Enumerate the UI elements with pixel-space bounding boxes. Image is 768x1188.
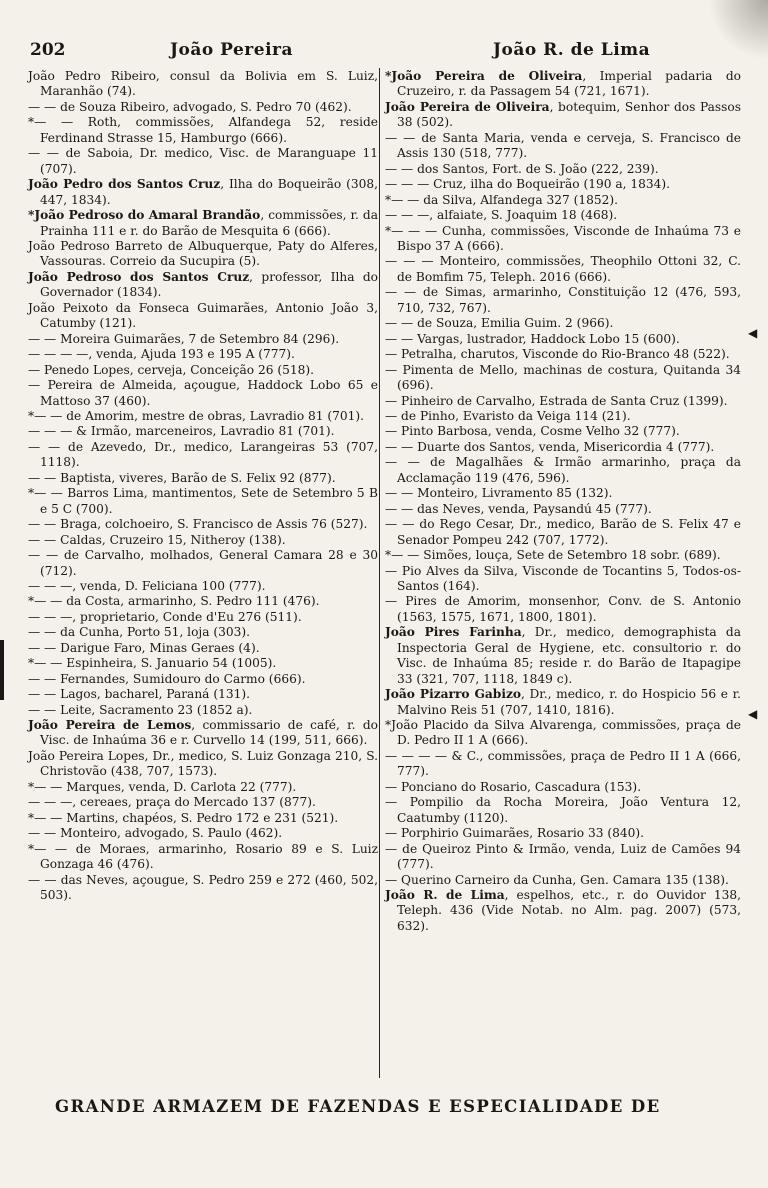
directory-entry: — — de Souza, Emilia Guim. 2 (966). — [385, 316, 614, 331]
directory-entry: *— — Barros Lima, mantimentos, Sete de Setembro 5 B e 5 C (700). — [28, 486, 378, 516]
directory-entry: João Peixoto da Fonseca Guimarães, Antonio João 3, Catumby (121). — [28, 300, 378, 331]
directory-entry: — — de Simas, armarinho, Constituição 12 (476, 593, 710, 732, 767). — [385, 285, 741, 315]
directory-entry: João Pereira de Oliveira, botequim, Senhor dos Passos 38 (502). — [385, 99, 741, 130]
directory-entry: — Pereira de Almeida, açougue, Haddock Lobo 65 e Mattoso 37 (460). — [28, 378, 378, 408]
directory-entry: — Pinheiro de Carvalho, Estrada de Santa Cruz (1399). — [385, 393, 728, 408]
directory-entry: *— — de Amorim, mestre de obras, Lavradio 81 (701). — [28, 408, 365, 423]
directory-entry: — — Baptista, viveres, Barão de S. Felix 92 (877). — [28, 470, 336, 485]
directory-entry: *— — da Silva, Alfandega 327 (1852). — [385, 192, 619, 207]
directory-entry: — — de Santa Maria, venda e cerveja, S. Francisco de Assis 130 (518, 777). — [385, 130, 741, 161]
page-header — [30, 40, 730, 62]
page-number: 202 — [30, 40, 66, 60]
directory-entry: — — da Cunha, Porto 51, loja (303). — [28, 625, 250, 640]
directory-entry: *— — — Cunha, commissões, Visconde de Inhaúma 73 e Bispo 37 A (666). — [385, 223, 741, 253]
directory-entry: — — Monteiro, Livramento 85 (132). — [385, 486, 613, 501]
directory-entry: João Pedroso dos Santos Cruz, professor, Ilha do Governador (1834). — [28, 269, 378, 300]
directory-entry: *João Placido da Silva Alvarenga, commissões, praça de D. Pedro II 1 A (666). — [385, 718, 741, 748]
directory-entry: *João Pedroso do Amaral Brandão, commissões, r. da Prainha 111 e r. do Barão de Mesquita 6 (666). — [28, 208, 378, 238]
column-divider — [379, 68, 380, 1078]
margin-pointer-icon: ◀ — [748, 707, 758, 721]
advertisement-footer: GRANDE ARMAZEM DE FAZENDAS E ESPECIALIDADE DE — [55, 1097, 661, 1116]
directory-entry: — — Lagos, bacharel, Paraná (131). — [28, 687, 250, 702]
right-running-head: João R. de Lima — [493, 40, 651, 60]
directory-entry: — — de Magalhães & Irmão armarinho, praça da Acclamação 119 (476, 596). — [385, 455, 741, 485]
directory-entry: — Ponciano do Rosario, Cascadura (153). — [385, 779, 642, 794]
directory-entry: João Pedro Ribeiro, consul da Bolivia em S. Luiz, Maranhão (74). — [28, 69, 378, 99]
directory-entry: João Pedroso Barreto de Albuquerque, Paty do Alferes, Vassouras. Correio da Sucupira (5). — [28, 238, 378, 269]
directory-entry: — — Monteiro, advogado, S. Paulo (462). — [28, 826, 283, 841]
directory-entry: — Querino Carneiro da Cunha, Gen. Camara 135 (138). — [385, 872, 729, 887]
directory-entry: — — —, venda, D. Feliciana 100 (777). — [28, 578, 266, 593]
directory-entry: João Pedro dos Santos Cruz, Ilha do Boqueirão (308, 447, 1834). — [28, 177, 378, 207]
directory-entry: — — —, alfaiate, S. Joaquim 18 (468). — [385, 208, 618, 223]
directory-entry: — — de Saboia, Dr. medico, Visc. de Maranguape 11 (707). — [28, 146, 378, 176]
directory-entry: *João Pereira de Oliveira, Imperial padaria do Cruzeiro, r. da Passagem 54 (721, 1671). — [385, 69, 741, 99]
directory-entry: — — Vargas, lustrador, Haddock Lobo 15 (600). — [385, 331, 680, 346]
directory-entry: *— — Espinheira, S. Januario 54 (1005). — [28, 656, 277, 671]
directory-entry: — — dos Santos, Fort. de S. João (222, 239). — [385, 161, 659, 176]
directory-entry: — Petralha, charutos, Visconde do Rio-Branco 48 (522). — [385, 347, 730, 362]
left-column — [28, 69, 378, 903]
directory-entry: — — de Carvalho, molhados, General Camara 28 e 30 (712). — [28, 548, 378, 578]
directory-entry: — — Caldas, Cruzeiro 15, Nitheroy (138). — [28, 532, 286, 547]
directory-entry: — — do Rego Cesar, Dr., medico, Barão de S. Felix 47 e Senador Pompeu 242 (707, 1772). — [385, 517, 741, 547]
left-running-head: João Pereira — [170, 40, 293, 60]
directory-entry: — — Braga, colchoeiro, S. Francisco de Assis 76 (527). — [28, 517, 368, 532]
directory-entry: — — —, proprietario, Conde d'Eu 276 (511). — [28, 609, 302, 624]
directory-entry: — — — Cruz, ilha do Boqueirão (190 a, 1834). — [385, 177, 671, 192]
directory-entry: *— — Marques, venda, D. Carlota 22 (777). — [28, 779, 297, 794]
directory-entry: *— — de Moraes, armarinho, Rosario 89 e S. Luiz Gonzaga 46 (476). — [28, 841, 378, 872]
directory-entry: *— — Martins, chapéos, S. Pedro 172 e 231 (521). — [28, 810, 339, 825]
directory-entry: — — Darigue Faro, Minas Geraes (4). — [28, 640, 260, 655]
directory-entry: — Pompilio da Rocha Moreira, João Ventura 12, Caatumby (1120). — [385, 795, 741, 825]
directory-entry: — — das Neves, venda, Paysandú 45 (777). — [385, 501, 652, 516]
directory-entry: — — Moreira Guimarães, 7 de Setembro 84 (296). — [28, 331, 340, 346]
directory-entry: — — das Neves, açougue, S. Pedro 259 e 272 (460, 502, 503). — [28, 872, 378, 903]
directory-entry: — — — & Irmão, marceneiros, Lavradio 81 (701). — [28, 424, 335, 439]
directory-entry: — — — Monteiro, commissões, Theophilo Ottoni 32, C. de Bomfim 75, Teleph. 2016 (666). — [385, 254, 741, 284]
directory-entry: — — Leite, Sacramento 23 (1852 a). — [28, 702, 253, 717]
directory-entry: — Pio Alves da Silva, Visconde de Tocantins 5, Todos-os-Santos (164). — [385, 563, 741, 593]
directory-entry: João Pereira de Lemos, commissario de café, r. do Visc. de Inhaúma 36 e r. Curvello 14 (199, 511, 666). — [28, 718, 378, 748]
directory-entry: João Pires Farinha, Dr., medico, demographista da Inspectoria Geral de Hygiene, etc. consultorio r. do Visc. de Inhaúma 85; reside r. do Barão de Itapagipe 33 (321, 707, 1118, 1849 c). — [385, 625, 741, 686]
directory-entry: João Pizarro Gabizo, Dr., medico, r. do Hospicio 56 e r. Malvino Reis 51 (707, 1410, 1816). — [385, 687, 741, 717]
right-column — [385, 69, 741, 934]
directory-entry: João Pereira Lopes, Dr., medico, S. Luiz Gonzaga 210, S. Christovão (438, 707, 1573). — [28, 748, 378, 779]
directory-entry: — — de Souza Ribeiro, advogado, S. Pedro 70 (462). — [28, 99, 352, 114]
directory-entry: — — Duarte dos Santos, venda, Misericordia 4 (777). — [385, 439, 715, 454]
directory-entry: — de Queiroz Pinto & Irmão, venda, Luiz de Camões 94 (777). — [385, 841, 741, 872]
directory-entry: — — — —, venda, Ajuda 193 e 195 A (777). — [28, 347, 295, 362]
directory-entry: — de Pinho, Evaristo da Veiga 114 (21). — [385, 408, 631, 423]
directory-entry: — — de Azevedo, Dr., medico, Larangeiras 53 (707, 1118). — [28, 439, 378, 470]
directory-entry: — Pires de Amorim, monsenhor, Conv. de S. Antonio (1563, 1575, 1671, 1800, 1801). — [385, 594, 741, 624]
directory-entry: *— — Roth, commissões, Alfandega 52, reside Ferdinand Strasse 15, Hamburgo (666). — [28, 115, 378, 145]
directory-entry: — — Fernandes, Sumidouro do Carmo (666). — [28, 671, 306, 686]
margin-pointer-icon: ◀ — [748, 326, 758, 340]
directory-entry: — Penedo Lopes, cerveja, Conceição 26 (518). — [28, 362, 314, 377]
directory-entry: — — —, cereaes, praça do Mercado 137 (877). — [28, 795, 316, 810]
margin-mark — [0, 640, 4, 700]
directory-entry: — Pimenta de Mello, machinas de costura, Quitanda 34 (696). — [385, 362, 741, 393]
directory-entry: *— — da Costa, armarinho, S. Pedro 111 (476). — [28, 594, 320, 609]
directory-entry: — Pinto Barbosa, venda, Cosme Velho 32 (777). — [385, 424, 680, 439]
directory-entry: — — — — & C., commissões, praça de Pedro II 1 A (666, 777). — [385, 748, 741, 779]
directory-entry: — Porphirio Guimarães, Rosario 33 (840). — [385, 826, 645, 841]
directory-entry: *— — Simões, louça, Sete de Setembro 18 sobr. (689). — [385, 548, 721, 563]
directory-entry: João R. de Lima, espelhos, etc., r. do Ouvidor 138, Teleph. 436 (Vide Notab. no Alm. pag. 2007) (573, 632). — [385, 888, 741, 933]
